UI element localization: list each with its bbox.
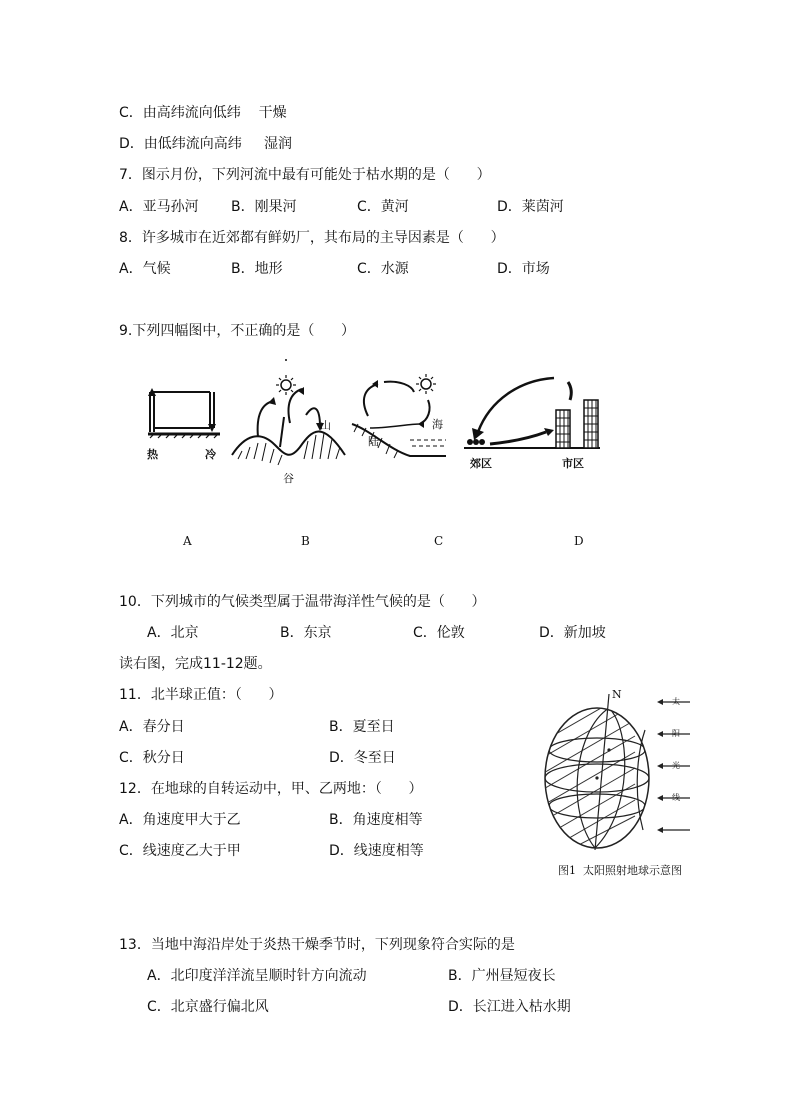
q13-option-a: A．北印度洋洋流呈顺时针方向流动 [147, 968, 367, 984]
q12-stem: 12．在地球的自转运动中，甲、乙两地：（ ） [119, 781, 423, 797]
globe-north-label: N [612, 688, 622, 701]
q10-option-c: C．伦敦 [413, 625, 465, 641]
q12-option-c: C．线速度乙大于甲 [119, 843, 241, 859]
figure-label-b: B [301, 534, 310, 548]
q8-option-d: D．市场 [497, 261, 550, 277]
figure-d-heat-island [460, 370, 610, 455]
q11-option-a: A．春分日 [119, 719, 185, 735]
q12-option-a: A．角速度甲大于乙 [119, 812, 241, 828]
q8-stem: 8．许多城市在近郊都有鲜奶厂，其布局的主导因素是（ ） [119, 230, 505, 246]
globe-sunlight-diagram [535, 690, 695, 850]
figure-d-label-suburb: 郊区 [470, 457, 492, 470]
q11-option-b: B．夏至日 [329, 719, 395, 735]
globe-caption: 图1 太阳照射地球示意图 [558, 864, 682, 877]
figure-b-label-valley: 谷 [283, 472, 294, 485]
figure-b-valley-breeze [230, 355, 350, 470]
figure-d-label-city: 市区 [562, 457, 584, 470]
q11-option-c: C．秋分日 [119, 750, 185, 766]
q10-option-d: D．新加坡 [539, 625, 606, 641]
q8-option-b: B．地形 [231, 261, 283, 277]
figure-c-label-land: 陆 [368, 435, 379, 448]
q10-option-a: A．北京 [147, 625, 199, 641]
q10-option-b: B．东京 [280, 625, 332, 641]
q9-stem: 9.下列四幅图中，不正确的是（ ） [119, 323, 356, 339]
figure-label-c: C [434, 534, 444, 548]
figure-label-a: A [183, 534, 192, 548]
q8-option-a: A．气候 [119, 261, 171, 277]
q7-stem: 7．图示月份，下列河流中最有可能处于枯水期的是（ ） [119, 167, 491, 183]
globe-ray-label-4: 线 [672, 793, 680, 802]
q13-option-b: B．广州昼短夜长 [448, 968, 556, 984]
globe-ray-label-3: 光 [672, 761, 680, 770]
q7-option-d: D．莱茵河 [497, 199, 564, 215]
figure-label-d: D [574, 534, 584, 548]
figure-c-label-sea: 海 [432, 418, 443, 431]
figure-a-label-hot: 热 [147, 448, 158, 461]
globe-ray-label-2: 阳 [672, 729, 680, 738]
q11-stem: 11．北半球正值：（ ） [119, 687, 283, 703]
figure-b-label-mountain: 山 [320, 419, 331, 432]
q7-option-b: B．刚果河 [231, 199, 297, 215]
q13-option-d: D．长江进入枯水期 [448, 999, 571, 1015]
figure-a-label-cold: 冷 [205, 448, 216, 461]
q6-option-d: D．由低纬流向高纬 湿润 [119, 136, 293, 152]
q7-option-a: A．亚马孙河 [119, 199, 199, 215]
intro-11-12: 读右图，完成11-12题。 [119, 656, 272, 672]
q12-option-b: B．角速度相等 [329, 812, 423, 828]
q13-option-c: C．北京盛行偏北风 [147, 999, 269, 1015]
q11-option-d: D．冬至日 [329, 750, 396, 766]
globe-ray-label-1: 太 [672, 697, 680, 706]
q7-option-c: C．黄河 [357, 199, 409, 215]
q10-stem: 10．下列城市的气候类型属于温带海洋性气候的是（ ） [119, 594, 486, 610]
q6-option-c: C．由高纬流向低纬 干燥 [119, 105, 287, 121]
q13-stem: 13．当地中海沿岸处于炎热干燥季节时，下列现象符合实际的是 [119, 937, 515, 953]
q8-option-c: C．水源 [357, 261, 409, 277]
q12-option-d: D．线速度相等 [329, 843, 424, 859]
